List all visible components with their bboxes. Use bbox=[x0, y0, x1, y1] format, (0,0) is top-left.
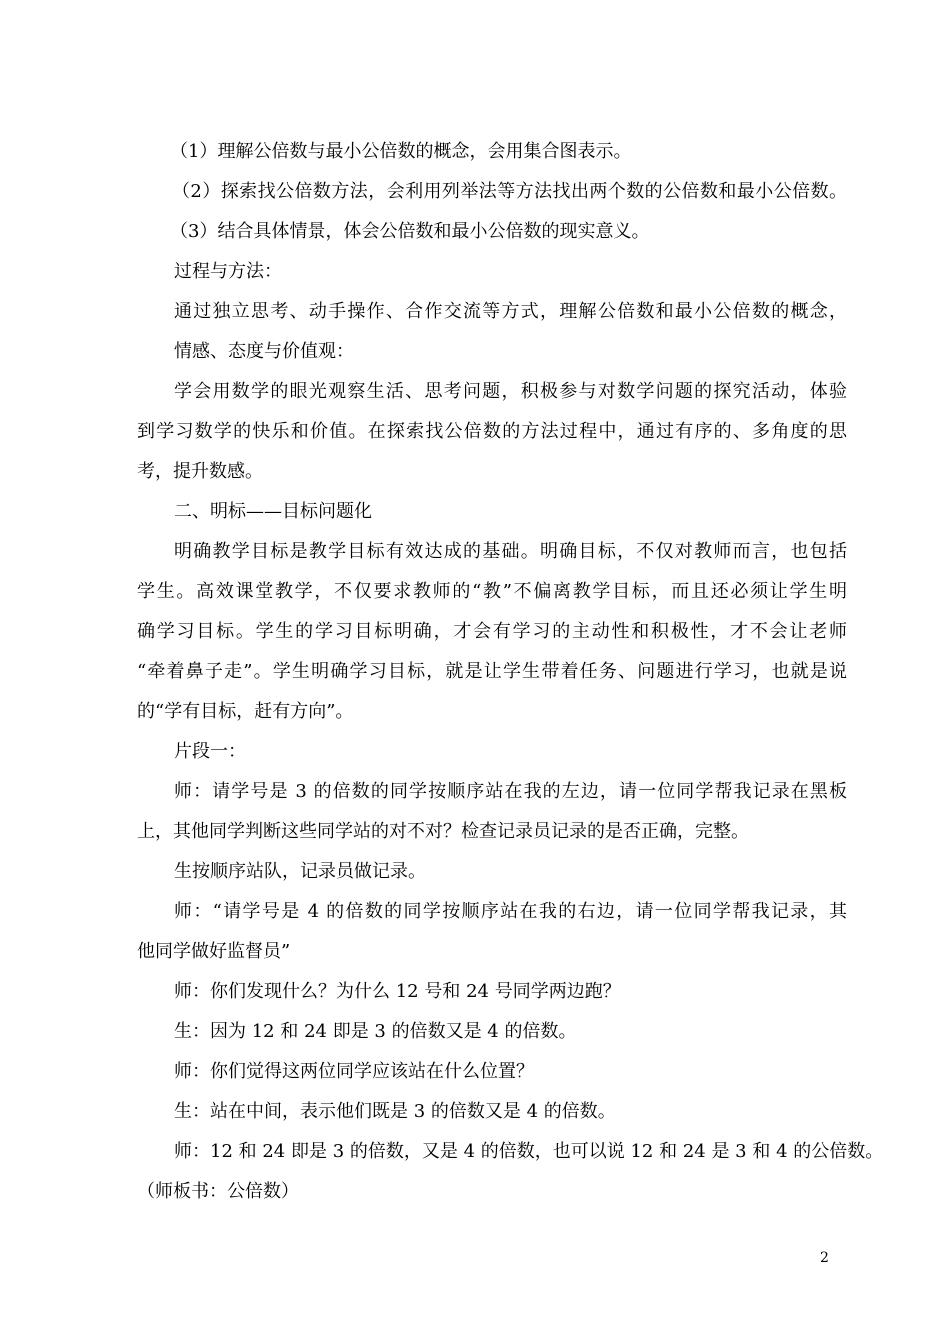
dialogue-line: （师板书：公倍数） bbox=[137, 1181, 299, 1202]
dialogue-line: 生按顺序站队，记录员做记录。 bbox=[174, 861, 426, 882]
dialogue-line: 生：站在中间，表示他们既是 3 的倍数又是 4 的倍数。 bbox=[174, 1101, 616, 1122]
paragraph-text: “牵着鼻子走”。学生明确学习目标，就是让学生带着任务、问题进行学习，也就是说 bbox=[137, 661, 847, 682]
dialogue-line: 师：请学号是 3 的倍数的同学按顺序站在我的左边，请一位同学帮我记录在黑板 bbox=[174, 781, 847, 802]
dialogue-line: 师：你们觉得这两位同学应该站在什么位置？ bbox=[174, 1061, 534, 1082]
heading-emotion-attitude-values: 情感、态度与价值观： bbox=[174, 341, 354, 362]
dialogue-line: 上，其他同学判断这些同学站的对不对？检查记录员记录的是否正确，完整。 bbox=[137, 821, 749, 842]
dialogue-line: 师：12 和 24 即是 3 的倍数，又是 4 的倍数，也可以说 12 和 24 是 3 和 4 的公倍数。 bbox=[174, 1141, 884, 1162]
objective-3: （3）结合具体情景，体会公倍数和最小公倍数的现实意义。 bbox=[170, 221, 650, 242]
process-method-text: 通过独立思考、动手操作、合作交流等方式，理解公倍数和最小公倍数的概念， bbox=[174, 301, 847, 322]
paragraph-text: 的“学有目标，赶有方向”。 bbox=[137, 701, 354, 722]
dialogue-line: 他同学做好监督员” bbox=[137, 941, 291, 962]
objective-1: （1）理解公倍数与最小公倍数的概念，会用集合图表示。 bbox=[170, 141, 632, 162]
dialogue-line: 师：你们发现什么？为什么 12 号和 24 号同学两边跑？ bbox=[174, 981, 621, 1002]
objective-2: （2）探索找公倍数方法，会利用列举法等方法找出两个数的公倍数和最小公倍数。 bbox=[172, 181, 847, 202]
paragraph-text: 到学习数学的快乐和价值。在探索找公倍数的方法过程中，通过有序的、多角度的思 bbox=[137, 421, 847, 442]
page-number: 2 bbox=[820, 1250, 829, 1266]
paragraph-text: 学生。高效课堂教学，不仅要求教师的“教”不偏离教学目标，而且还必须让学生明 bbox=[137, 581, 847, 602]
dialogue-line: 生：因为 12 和 24 即是 3 的倍数又是 4 的倍数。 bbox=[174, 1021, 577, 1042]
paragraph-text: 学会用数学的眼光观察生活、思考问题，积极参与对数学问题的探究活动，体验 bbox=[174, 381, 847, 402]
fragment-heading: 片段一： bbox=[174, 741, 246, 762]
section-heading-2: 二、明标——目标问题化 bbox=[174, 501, 372, 522]
paragraph-text: 确学习目标。学生的学习目标明确，才会有学习的主动性和积极性，才不会让老师 bbox=[137, 621, 847, 642]
paragraph-text: 明确教学目标是教学目标有效达成的基础。明确目标，不仅对教师而言，也包括 bbox=[174, 541, 847, 562]
heading-process-method: 过程与方法： bbox=[174, 261, 282, 282]
dialogue-line: 师：“请学号是 4 的倍数的同学按顺序站在我的右边，请一位同学帮我记录，其 bbox=[174, 901, 847, 922]
paragraph-text: 考，提升数感。 bbox=[137, 461, 263, 482]
